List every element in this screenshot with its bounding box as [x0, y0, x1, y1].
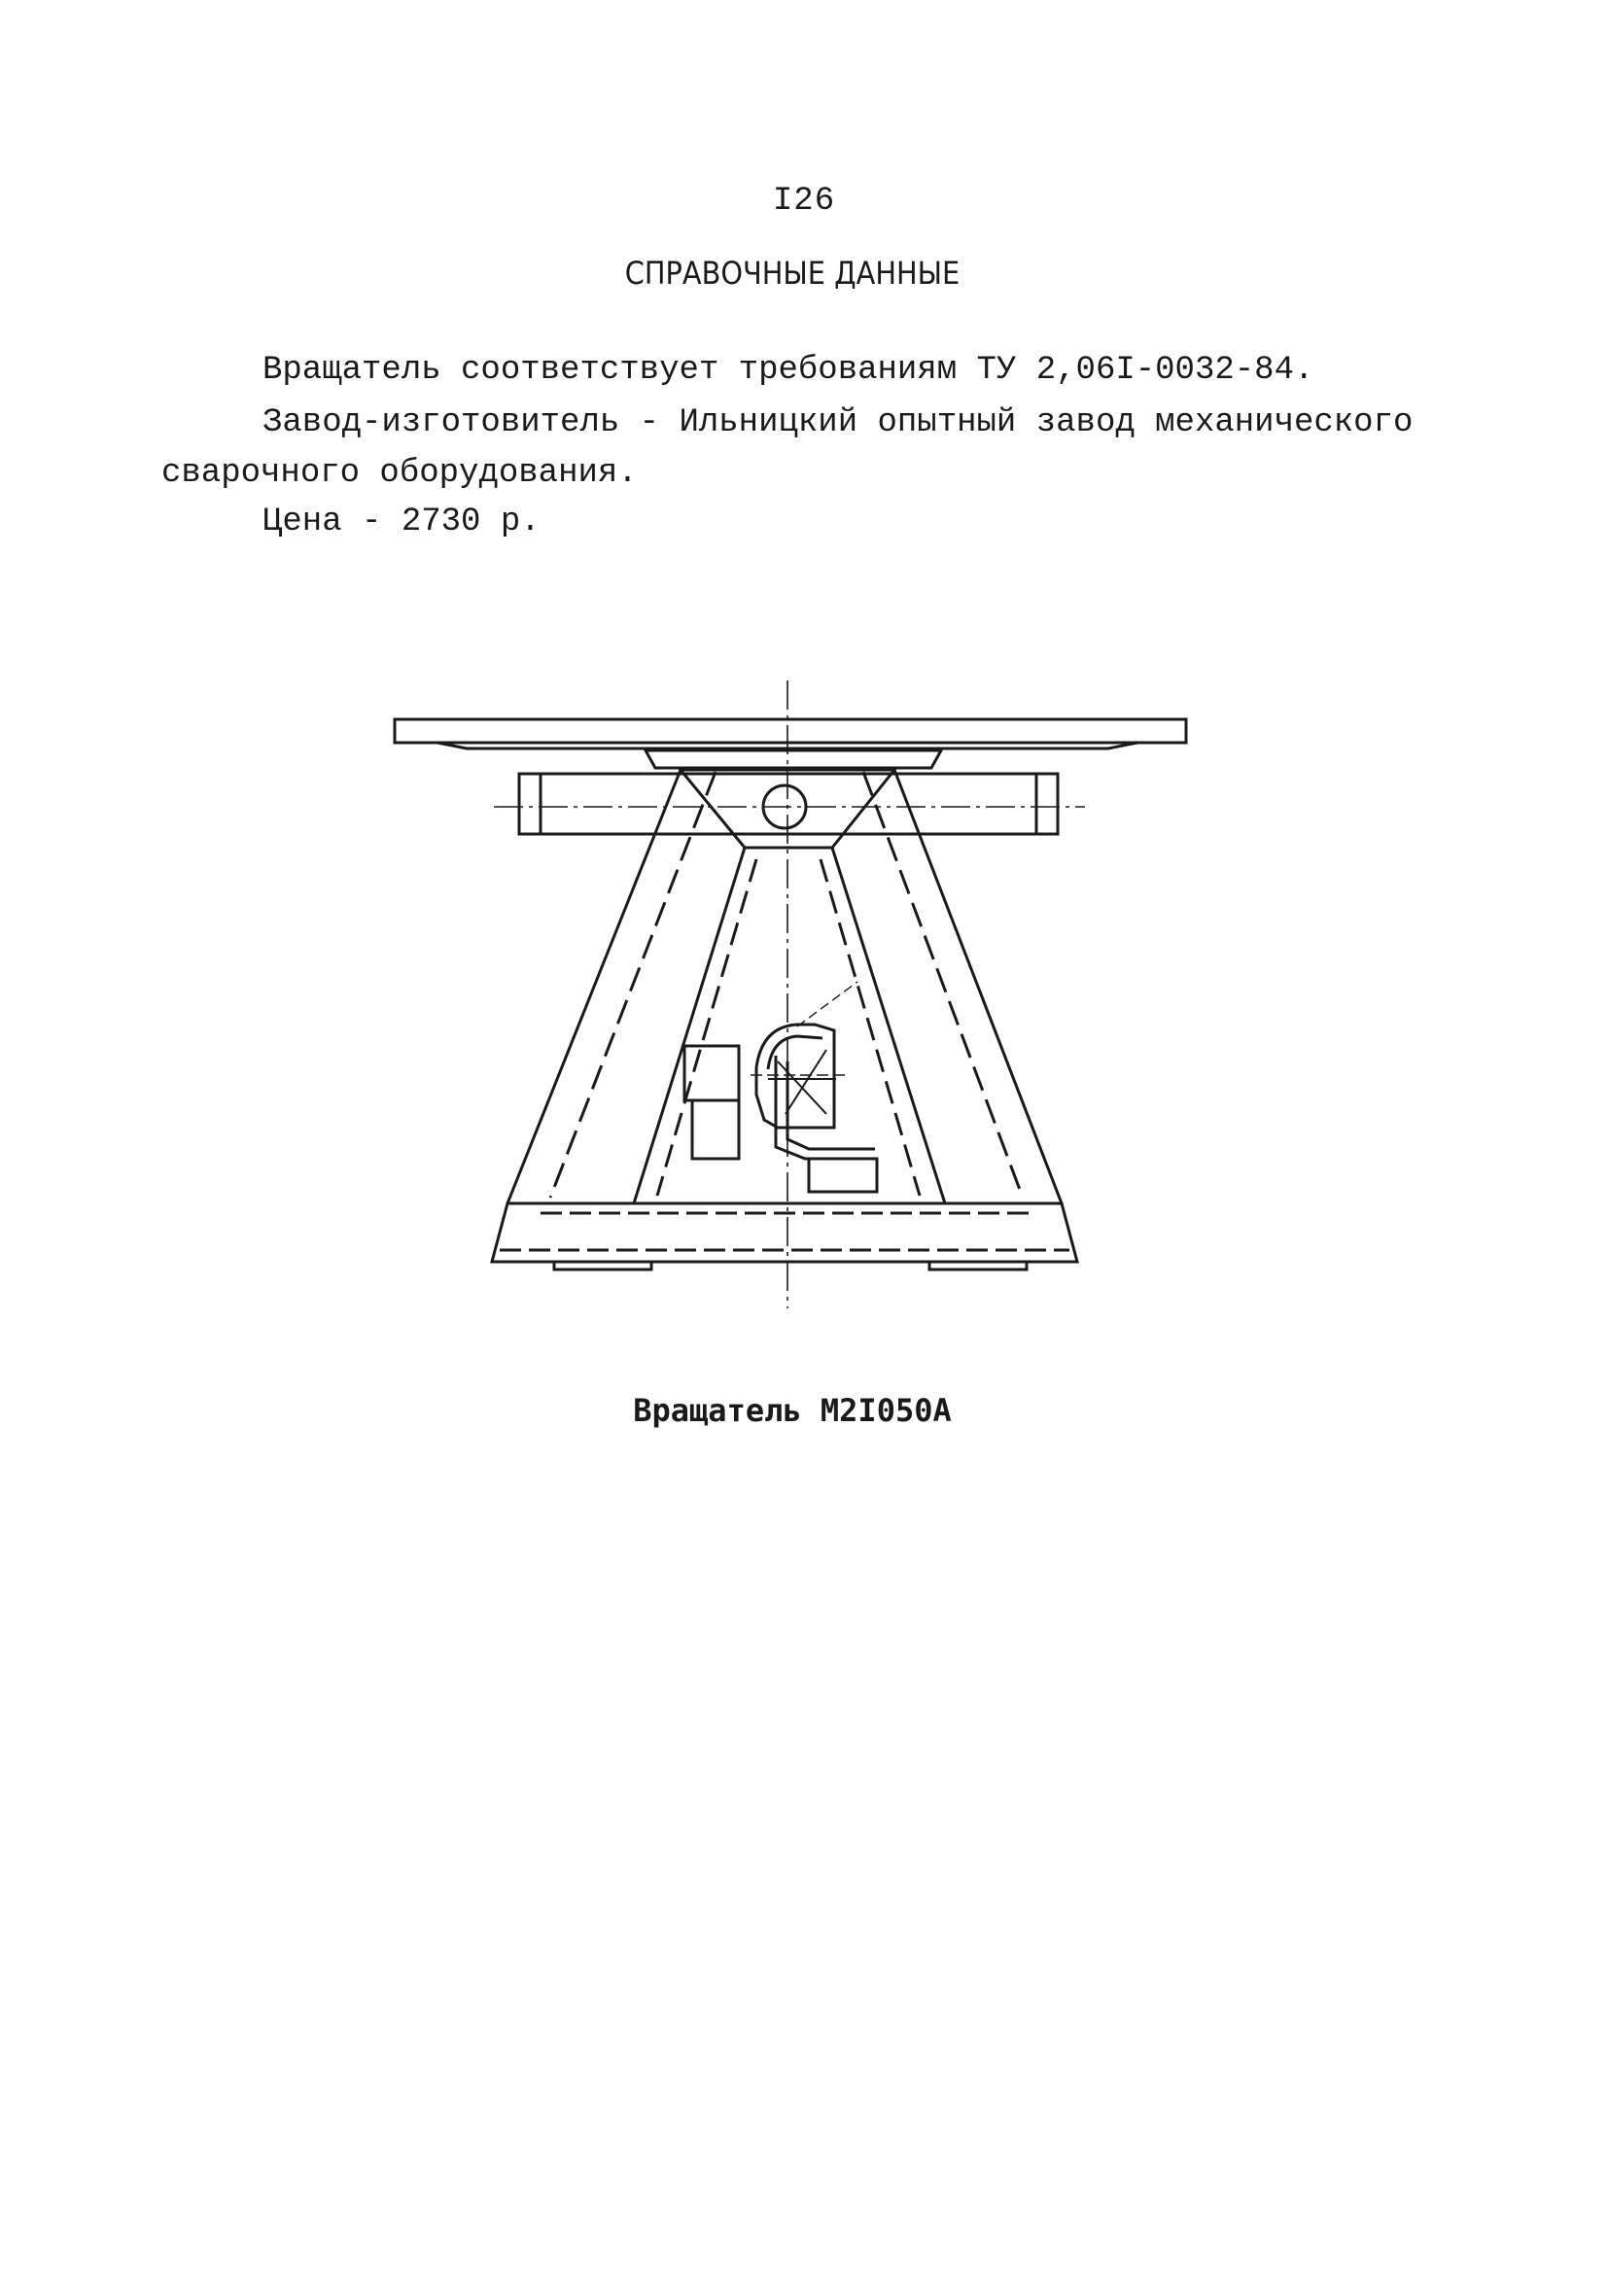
base-foot-left	[554, 1262, 651, 1270]
rotator-drawing	[369, 680, 1225, 1361]
axle-housing	[519, 774, 1058, 834]
motor-block-lower	[692, 1100, 739, 1159]
faceplate	[395, 719, 1186, 743]
rotator-drawing-svg	[369, 680, 1225, 1361]
compliance-text: Вращатель соответствует требованиям ТУ 2,06I-0032-84.	[262, 352, 1314, 389]
outer-leg-right-inner	[863, 772, 1023, 1198]
base-foot-right	[929, 1262, 1027, 1270]
inner-leg-right-b	[821, 859, 920, 1196]
inner-leg-left-b	[657, 859, 756, 1196]
drive-lower-box	[809, 1159, 877, 1192]
drive-guard-spoke-2	[786, 1050, 826, 1114]
faceplate-hub	[646, 750, 941, 768]
inner-leg-left	[634, 848, 745, 1203]
figure-caption: Вращатель М2I050А	[633, 1392, 952, 1429]
centerline-drive-diag	[797, 982, 857, 1026]
manufacturer-text: Завод-изготовитель - Ильницкий опытный завод механического	[262, 404, 1414, 441]
page-title: СПРАВОЧНЫЕ ДАННЫЕ	[624, 255, 961, 292]
drive-guard	[756, 1025, 834, 1128]
motor-block	[684, 1046, 739, 1100]
manufacturer-text-continued: сварочного оборудования.	[161, 455, 638, 492]
page-number: I26	[772, 183, 836, 220]
price-text: Цена - 2730 р.	[262, 504, 541, 540]
